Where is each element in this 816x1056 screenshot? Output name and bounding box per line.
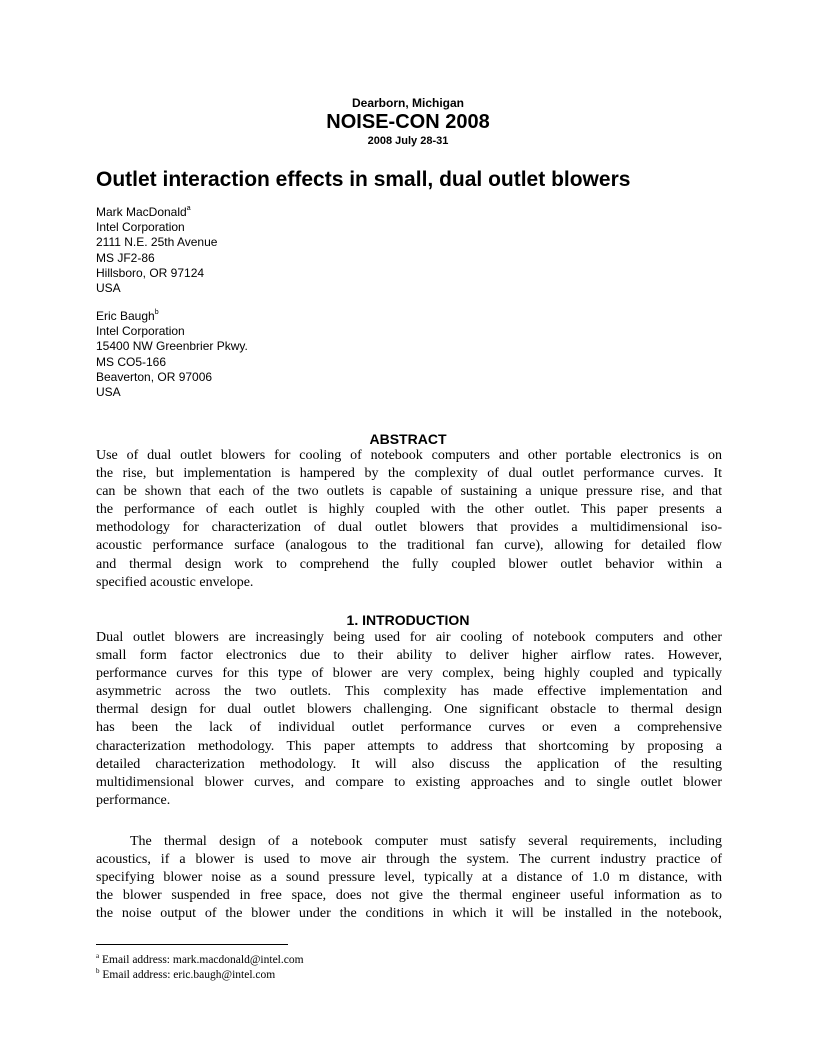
affiliation-line: 15400 NW Greenbrier Pkwy. [96, 339, 248, 354]
footnote-marker: a [96, 952, 100, 960]
text-line: can be shown that each of the two outlets is capable of sustaining a unique pressure rise, and that [96, 484, 722, 500]
affiliation-line: 2111 N.E. 25th Avenue [96, 235, 218, 250]
footnote-text: Email address: eric.baugh@intel.com [102, 968, 276, 981]
text-line: specifying blower noise as a sound pressure level, typically at a distance of 1.0 m distance, with [96, 870, 722, 886]
footnote-b [96, 968, 304, 983]
author-block-1 [96, 205, 217, 296]
text-line: detailed characterization methodology. It will also discuss the application of the resulting [96, 756, 722, 772]
introduction-heading: 1. INTRODUCTION [346, 612, 470, 628]
text-line: Use of dual outlet blowers for cooling of notebook computers and other portable electronics is on [96, 448, 722, 463]
text-line: small form factor electronics due to their ability to deliver higher airflow rates. However, [96, 648, 722, 664]
footnotes [96, 953, 304, 982]
affiliation-line: USA [96, 281, 121, 296]
affiliation-line: Intel Corporation [96, 220, 185, 235]
text-segment: The thermal design of a notebook computer must satisfy several requirements, including [130, 834, 722, 849]
text-line: acoustic performance surface (analogous to the traditional fan curve), allowing for detailed flow [96, 538, 722, 554]
affiliation-line: Hillsboro, OR 97124 [96, 265, 205, 280]
author-marker: b [154, 309, 159, 316]
abstract-text [96, 447, 722, 592]
text-line: the performance of each outlet is highly coupled with the other outlet. This paper presents a [96, 502, 722, 518]
text-line: methodology for characterization of dual outlet blowers that provides a multidimensional iso- [96, 520, 722, 536]
author-marker: a [186, 205, 191, 212]
text-line: performance curves for this type of blower are very complex, being highly coupled and typically [96, 666, 722, 682]
text-line: multidimensional blower curves, and compare to existing approaches and to single outlet blower [96, 774, 722, 790]
text-line: acoustics, if a blower is used to move air through the system. The current industry practice of [96, 852, 722, 868]
introduction-paragraph-1 [96, 629, 722, 810]
text-line: thermal design for dual outlet blowers challenging. One significant obstacle to thermal design [96, 702, 722, 718]
footnote-a [96, 953, 304, 968]
introduction-paragraph-2 [96, 833, 722, 923]
affiliation-line: MS CO5-166 [96, 354, 167, 369]
text-line: the rise, but implementation is hampered by the complexity of dual outlet performance curves. It [96, 466, 722, 482]
conference-date: 2008 July 28-31 [367, 135, 449, 147]
conference-name: NOISE-CON 2008 [326, 111, 490, 133]
conference-location: Dearborn, Michigan [351, 96, 464, 110]
text-line [96, 833, 722, 851]
text-line: characterization methodology. This paper attempts to address that shortcoming by proposing a [96, 738, 722, 754]
text-line: asymmetric across the two outlets. This complexity has made effective implementation and [96, 684, 722, 700]
text-line: the blower suspended in free space, does not give the thermal engineer useful information as to [96, 888, 722, 904]
affiliation-line: Beaverton, OR 97006 [96, 369, 213, 384]
footnote-marker: b [96, 966, 100, 975]
text-line: Dual outlet blowers are increasingly being used for air cooling of notebook computers and other [96, 630, 722, 645]
abstract-heading: ABSTRACT [369, 431, 447, 447]
text-line: performance. [96, 792, 171, 808]
affiliation-line: MS JF2-86 [96, 250, 155, 265]
text-line: has been the lack of individual outlet performance curves or even a comprehensive [96, 720, 722, 736]
paper-title: Outlet interaction effects in small, dual outlet blowers [96, 168, 631, 191]
text-line: and thermal design work to comprehend the fully coupled blower outlet behavior within a [96, 556, 722, 572]
affiliation-line: Intel Corporation [96, 324, 185, 339]
author-name-line [96, 309, 248, 324]
footnote-rule [96, 944, 288, 945]
author-name-line [96, 205, 217, 220]
footnote-text: Email address: mark.macdonald@intel.com [101, 954, 304, 966]
affiliation-line: USA [96, 385, 121, 400]
author-name: Mark MacDonald [96, 205, 187, 219]
author-name: Eric Baugh [96, 309, 155, 323]
author-block-2 [96, 309, 248, 400]
text-line: specified acoustic envelope. [96, 574, 254, 590]
text-line: the noise output of the blower under the conditions in which it will be installed in the notebook, [96, 906, 722, 922]
